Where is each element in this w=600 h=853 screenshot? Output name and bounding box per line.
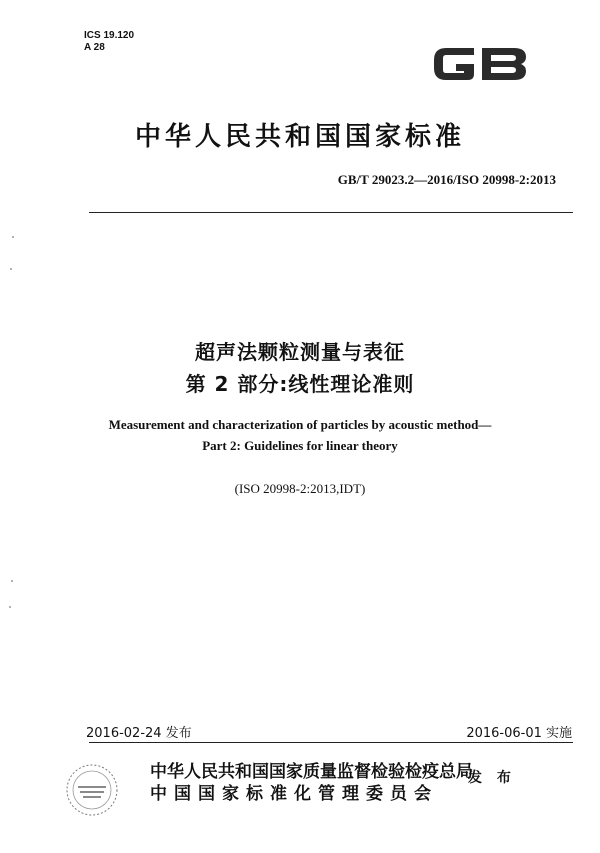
scan-speck — [10, 268, 12, 270]
issue-date: 2016-02-24 发布 — [86, 726, 192, 741]
bottom-divider — [89, 742, 573, 743]
title-zh-line-1: 超声法颗粒测量与表征 — [195, 340, 405, 364]
title-en-line-1: Measurement and characterization of particles by acoustic method— — [108, 417, 492, 432]
scan-speck — [11, 580, 13, 582]
national-standard-heading: 中华人民共和国国家标准 — [134, 122, 465, 152]
issuer-line-1: 中华人民共和国国家质量监督检验检疫总局 — [150, 762, 473, 782]
standard-number: GB/T 29023.2—2016/ISO 20998-2:2013 — [337, 172, 556, 187]
issuer-line-2: 中国国家标准化管理委员会 — [150, 784, 438, 804]
title-en-line-2: Part 2: Guidelines for linear theory — [202, 438, 398, 453]
scan-speck — [12, 236, 14, 238]
gb-logo-icon — [428, 40, 532, 88]
ccs-code: A 28 — [84, 42, 105, 53]
publish-label: 发 布 — [468, 770, 516, 786]
scan-speck — [9, 606, 11, 608]
ics-code: ICS 19.120 — [84, 30, 135, 41]
classification-codes — [84, 30, 134, 54]
adoption-identifier: (ISO 20998-2:2013,IDT) — [234, 481, 366, 496]
implementation-date: 2016-06-01 实施 — [466, 726, 572, 741]
seal-stamp-icon — [64, 762, 120, 818]
title-zh-line-2: 第 2 部分:线性理论准则 — [185, 372, 415, 396]
top-divider — [89, 212, 573, 213]
